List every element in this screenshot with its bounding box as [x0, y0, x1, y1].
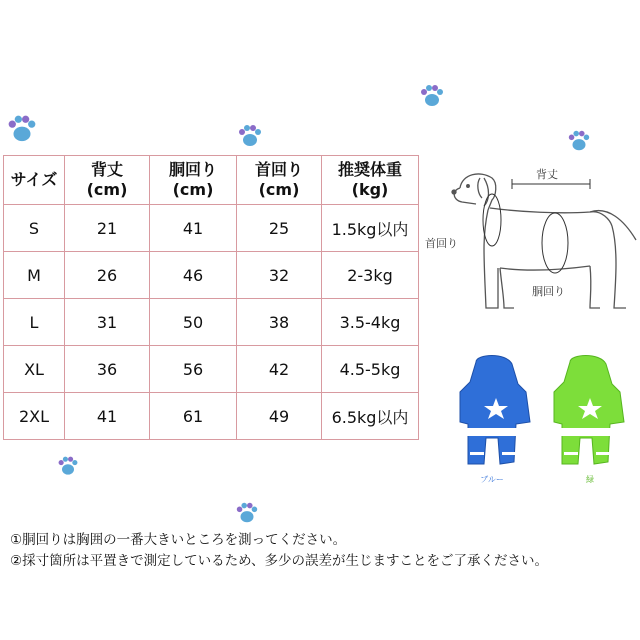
- cell-size: XL: [4, 346, 65, 393]
- cell-neck: 32: [237, 252, 322, 299]
- table-row: [4, 205, 419, 252]
- cell-size: S: [4, 205, 65, 252]
- cell-weight: 3.5-4kg: [322, 299, 419, 346]
- cell-chest: 56: [150, 346, 237, 393]
- cell-back-length: 36: [65, 346, 150, 393]
- paw-print-icon: [56, 454, 80, 478]
- header-neck: 首回り (cm): [237, 156, 322, 205]
- back-length-label: 背丈: [536, 168, 558, 181]
- paw-print-icon: [4, 112, 40, 146]
- cell-back-length: 26: [65, 252, 150, 299]
- cell-neck: 42: [237, 346, 322, 393]
- size-table: [3, 155, 419, 440]
- header-back-length: 背丈 (cm): [65, 156, 150, 205]
- cell-back-length: 31: [65, 299, 150, 346]
- blue-raincoat-image: [446, 352, 546, 472]
- cell-chest: 41: [150, 205, 237, 252]
- cell-chest: 50: [150, 299, 237, 346]
- cell-back-length: 41: [65, 393, 150, 440]
- green-raincoat-image: [540, 352, 640, 472]
- header-size: サイズ: [4, 156, 65, 205]
- cell-back-length: 21: [65, 205, 150, 252]
- neck-label: 首回り: [425, 237, 458, 250]
- cell-weight: 2-3kg: [322, 252, 419, 299]
- table-row: [4, 252, 419, 299]
- blue-color-label: ブルー: [480, 475, 504, 484]
- note-line: ①胴回りは胸囲の一番大きいところを測ってください。: [10, 532, 347, 548]
- green-color-label: 緑: [586, 475, 594, 484]
- cell-neck: 38: [237, 299, 322, 346]
- cell-size: L: [4, 299, 65, 346]
- table-row: [4, 299, 419, 346]
- table-row: [4, 393, 419, 440]
- cell-neck: 25: [237, 205, 322, 252]
- cell-weight: 6.5kg以内: [322, 393, 419, 440]
- table-header-row: [4, 156, 419, 205]
- cell-weight: 1.5kg以内: [322, 205, 419, 252]
- notes: [10, 530, 548, 572]
- header-chest: 胴回り (cm): [150, 156, 237, 205]
- cell-size: M: [4, 252, 65, 299]
- table-row: [4, 346, 419, 393]
- paw-print-icon: [234, 500, 260, 526]
- paw-print-icon: [418, 82, 446, 110]
- cell-chest: 46: [150, 252, 237, 299]
- header-weight: 推奨体重 (kg): [322, 156, 419, 205]
- cell-size: 2XL: [4, 393, 65, 440]
- chest-label: 胴回り: [532, 285, 565, 298]
- paw-print-icon: [236, 122, 264, 150]
- cell-neck: 49: [237, 393, 322, 440]
- cell-weight: 4.5-5kg: [322, 346, 419, 393]
- cell-chest: 61: [150, 393, 237, 440]
- note-line: ②採寸箇所は平置きで測定しているため、多少の誤差が生じますことをご了承ください。: [10, 553, 549, 569]
